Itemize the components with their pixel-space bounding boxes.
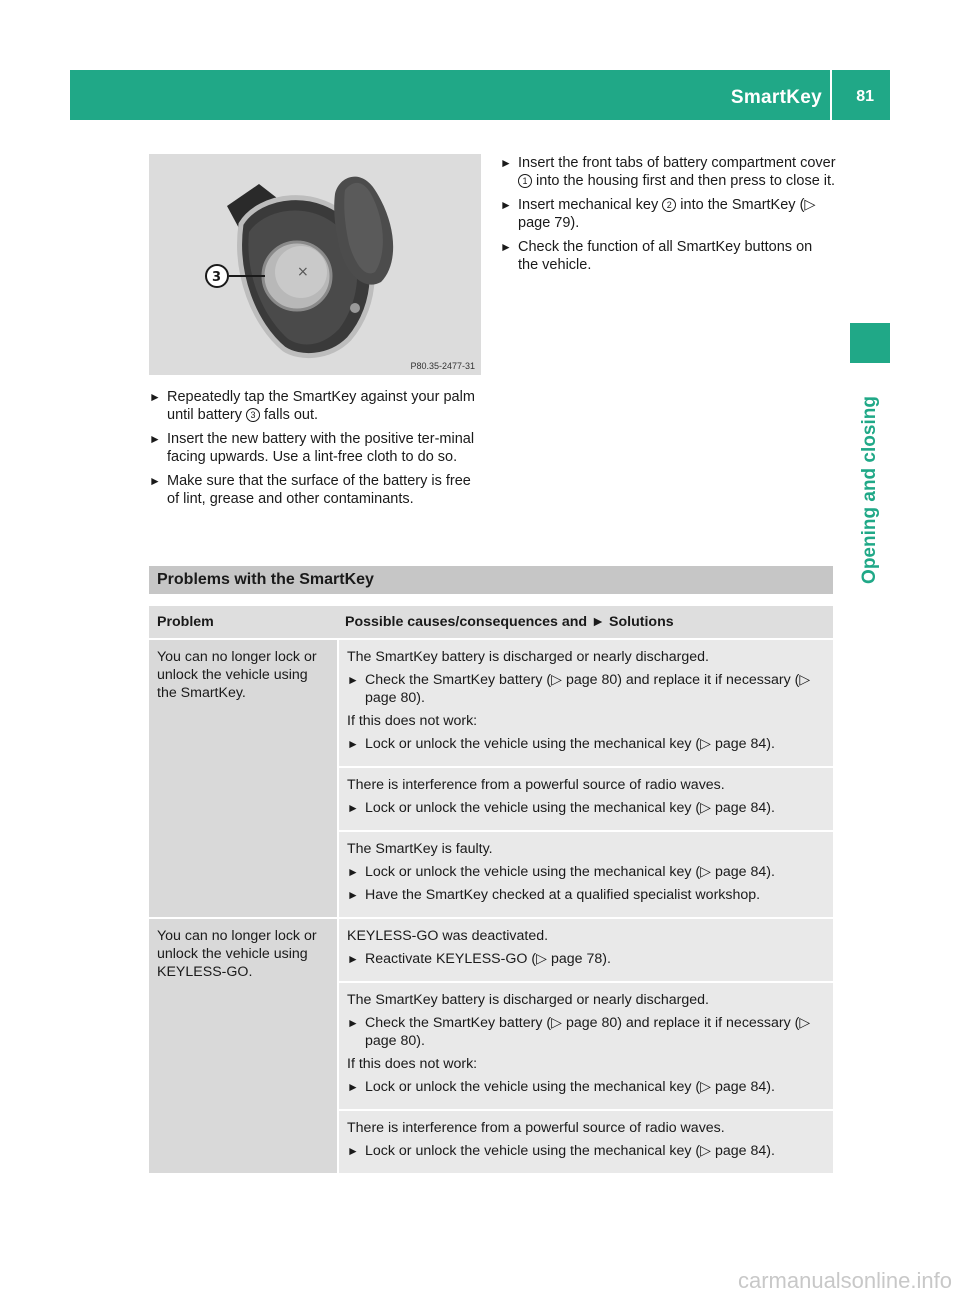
arrow-icon: ► [149,474,161,488]
chapter-tab-marker [850,323,890,363]
right-steps [500,154,836,280]
smartkey-illustration [149,154,481,375]
step-insert-battery: ► Insert the new battery with the positive ter-minal facing upwards. Use a lint-free cloth to do so. [149,431,475,465]
arrow-icon: ► [149,390,161,404]
cause-cell: The SmartKey battery is discharged or nearly discharged. ► Check the SmartKey battery (▷ page 80) and replace it if necessary (▷ page 80). If this does not work: ► Lock or unlock the vehicle using the mechanical key (▷ page 84). [337,640,833,766]
arrow-icon: ► [347,952,359,966]
cause-cell: There is interference from a powerful source of radio waves. ► Lock or unlock the vehicle using the mechanical key (▷ page 84). [337,768,833,830]
cause-cell: KEYLESS-GO was deactivated. ► Reactivate KEYLESS-GO (▷ page 78). [337,919,833,981]
arrow-icon: ► [500,240,512,254]
callout-2-icon: 2 [662,198,676,212]
cause-cell: There is interference from a powerful source of radio waves. ► Lock or unlock the vehicle using the mechanical key (▷ page 84). [337,1111,833,1173]
problems-table [149,604,833,1175]
arrow-icon: ► [347,865,359,879]
arrow-icon: ► [347,737,359,751]
step-insert-key: ► Insert mechanical key 2 into the SmartKey (▷ page 79). [500,197,816,231]
step-tap-smartkey: ► Repeatedly tap the SmartKey against your palm until battery 3 falls out. [149,389,475,423]
left-steps [149,388,483,514]
table-row [149,640,833,766]
arrow-icon: ► [591,614,606,630]
cause-cell: The SmartKey is faulty. ► Lock or unlock the vehicle using the mechanical key (▷ page 84). ► Have the SmartKey checked at a qualified specialist workshop. [337,832,833,917]
arrow-icon: ► [347,1144,359,1158]
step-check-surface: ► Make sure that the surface of the battery is free of lint, grease and other contaminants. [149,473,471,507]
smartkey-battery-figure [149,154,481,375]
arrow-icon: ► [500,198,512,212]
section-title: Problems with the SmartKey [149,566,833,594]
figure-code: P80.35-2477-31 [410,361,475,371]
problem-cell: You can no longer lock or unlock the vehicle using KEYLESS-GO. [149,919,337,1173]
arrow-icon: ► [500,156,512,170]
problem-cell: You can no longer lock or unlock the vehicle using the SmartKey. [149,640,337,917]
step-insert-cover: ► Insert the front tabs of battery compartment cover 1 into the housing first and then press to close it. [500,155,836,189]
page-number: 81 [856,88,874,105]
cause-cell: The SmartKey battery is discharged or nearly discharged. ► Check the SmartKey battery (▷ page 80) and replace it if necessary (▷ page 80). If this does not work: ► Lock or unlock the vehicle using the mechanical key (▷ page 84). [337,983,833,1109]
chapter-tab [850,375,890,605]
watermark: carmanualsonline.info [737,1268,952,1293]
arrow-icon: ► [347,888,359,902]
arrow-icon: ► [347,1080,359,1094]
arrow-icon: ► [347,673,359,687]
figure-callout-number: 3 [212,270,222,285]
header-problem: Problem [149,606,337,638]
arrow-icon: ► [347,801,359,815]
table-header-row [149,606,833,638]
header-solutions: Possible causes/consequences and ► Solutions [337,606,833,638]
svg-text:×: × [297,264,309,280]
step-check-buttons: ► Check the function of all SmartKey buttons on the vehicle. [500,239,813,273]
chapter-tab-label: Opening and closing [859,396,880,584]
table-row [149,919,833,981]
callout-1-icon: 1 [518,174,532,188]
header-divider [830,70,832,120]
arrow-icon: ► [347,1016,359,1030]
arrow-icon: ► [149,432,161,446]
header-title: SmartKey [730,87,822,108]
page-header [70,70,890,120]
callout-3-icon: 3 [246,408,260,422]
